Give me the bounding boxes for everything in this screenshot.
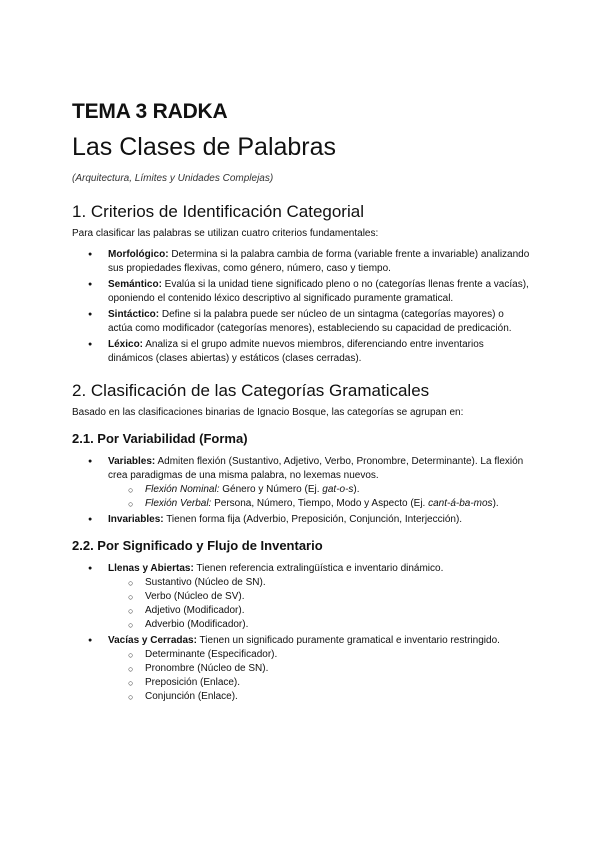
llenas-text: Tienen referencia extralingüística e inventario dinámico. bbox=[193, 563, 444, 574]
variables-text: Admiten flexión (Sustantivo, Adjetivo, Verbo, Pronombre, Determinante). La flexión crea paradigmas de una misma palabra, no lexemas nuevos. bbox=[108, 456, 524, 481]
llenas-subitem: ○ Adverbio (Modificador). bbox=[108, 618, 530, 632]
section-1-heading: 1. Criterios de Identificación Categorial bbox=[72, 202, 364, 221]
vacias-sublist bbox=[108, 648, 530, 704]
meaning-item-llenas bbox=[72, 562, 530, 632]
criteria-item-sintactico bbox=[72, 308, 530, 336]
criteria-item-lexico bbox=[72, 338, 530, 366]
meaning-list bbox=[72, 562, 530, 704]
flexion-item-verbal bbox=[108, 497, 530, 511]
criteria-text: Determina si la palabra cambia de forma (variable frente a invariable) analizando sus propiedades flexivas, como género, número, caso y tiempo. bbox=[108, 249, 530, 274]
flexion-nominal-text: Género y Número (Ej. bbox=[219, 484, 323, 495]
section-2-intro: Basado en las clasificaciones binarias de Ignacio Bosque, las categorías se agrupan en: bbox=[72, 407, 464, 418]
flexion-list bbox=[108, 483, 530, 511]
vacias-subitem: ○ Pronombre (Núcleo de SN). bbox=[108, 662, 530, 676]
criteria-text: Define si la palabra puede ser núcleo de un sintagma (categorías mayores) o actúa como modificador (categorías menores), estableciendo su capacidad de predicación. bbox=[108, 309, 512, 334]
document-title: TEMA 3 RADKA bbox=[72, 100, 228, 123]
criteria-list bbox=[72, 248, 530, 366]
variability-item-invariables bbox=[72, 513, 530, 527]
flexion-nominal-example: gat-o-s bbox=[322, 484, 354, 495]
variability-list bbox=[72, 455, 530, 527]
flexion-nominal-label: Flexión Nominal: bbox=[145, 484, 220, 495]
document-subtitle: Las Clases de Palabras bbox=[72, 133, 337, 161]
subsection-2-1-heading: 2.1. Por Variabilidad (Forma) bbox=[72, 431, 248, 446]
flexion-verbal-label: Flexión Verbal: bbox=[145, 498, 212, 509]
criteria-text: Analiza si el grupo admite nuevos miembros, diferenciando entre inventarios dinámicos (clases abiertas) y estáticos (clases cerradas). bbox=[108, 339, 484, 364]
section-2-heading: 2. Clasificación de las Categorías Gramaticales bbox=[72, 381, 430, 400]
invariables-text: Tienen forma fija (Adverbio, Preposición, Conjunción, Interjección). bbox=[163, 514, 463, 525]
document-meta: (Arquitectura, Límites y Unidades Complejas) bbox=[72, 173, 274, 184]
criteria-term: Semántico: bbox=[108, 279, 162, 290]
vacias-subitem: ○ Preposición (Enlace). bbox=[108, 676, 530, 690]
flexion-verbal-text: Persona, Número, Tiempo, Modo y Aspecto (Ej. bbox=[211, 498, 429, 509]
llenas-subitem: ○ Sustantivo (Núcleo de SN). bbox=[108, 576, 530, 590]
invariables-term: Invariables: bbox=[108, 514, 164, 525]
criteria-item-semantico bbox=[72, 278, 530, 306]
criteria-term: Sintáctico: bbox=[108, 309, 160, 320]
vacias-subitem: ○ Conjunción (Enlace). bbox=[108, 690, 530, 704]
flexion-verbal-example: cant-á-ba-mos bbox=[428, 498, 493, 509]
flexion-verbal-end: ). bbox=[492, 498, 499, 509]
flexion-nominal-end: ). bbox=[353, 484, 360, 495]
llenas-subitem: ○ Verbo (Núcleo de SV). bbox=[108, 590, 530, 604]
vacias-subitem: ○ Determinante (Especificador). bbox=[108, 648, 530, 662]
variables-term: Variables: bbox=[108, 456, 156, 467]
llenas-sublist bbox=[108, 576, 530, 632]
subsection-2-2-heading: 2.2. Por Significado y Flujo de Inventario bbox=[72, 538, 323, 553]
flexion-item-nominal bbox=[108, 483, 530, 497]
criteria-term: Morfológico: bbox=[108, 249, 169, 260]
llenas-term: Llenas y Abiertas: bbox=[108, 563, 194, 574]
criteria-text: Evalúa si la unidad tiene significado pleno o no (categorías llenas frente a vacías), oponiendo el contenido léxico descriptivo al significado puramente gramatical. bbox=[108, 279, 529, 304]
llenas-subitem: ○ Adjetivo (Modificador). bbox=[108, 604, 530, 618]
vacias-text: Tienen un significado puramente gramatical e inventario restringido. bbox=[196, 635, 500, 646]
section-1-intro: Para clasificar las palabras se utilizan cuatro criterios fundamentales: bbox=[72, 228, 379, 239]
meaning-item-vacias bbox=[72, 634, 530, 704]
criteria-term: Léxico: bbox=[108, 339, 144, 350]
criteria-item-morfologico bbox=[72, 248, 530, 276]
variability-item-variables bbox=[72, 455, 530, 511]
vacias-term: Vacías y Cerradas: bbox=[108, 635, 197, 646]
